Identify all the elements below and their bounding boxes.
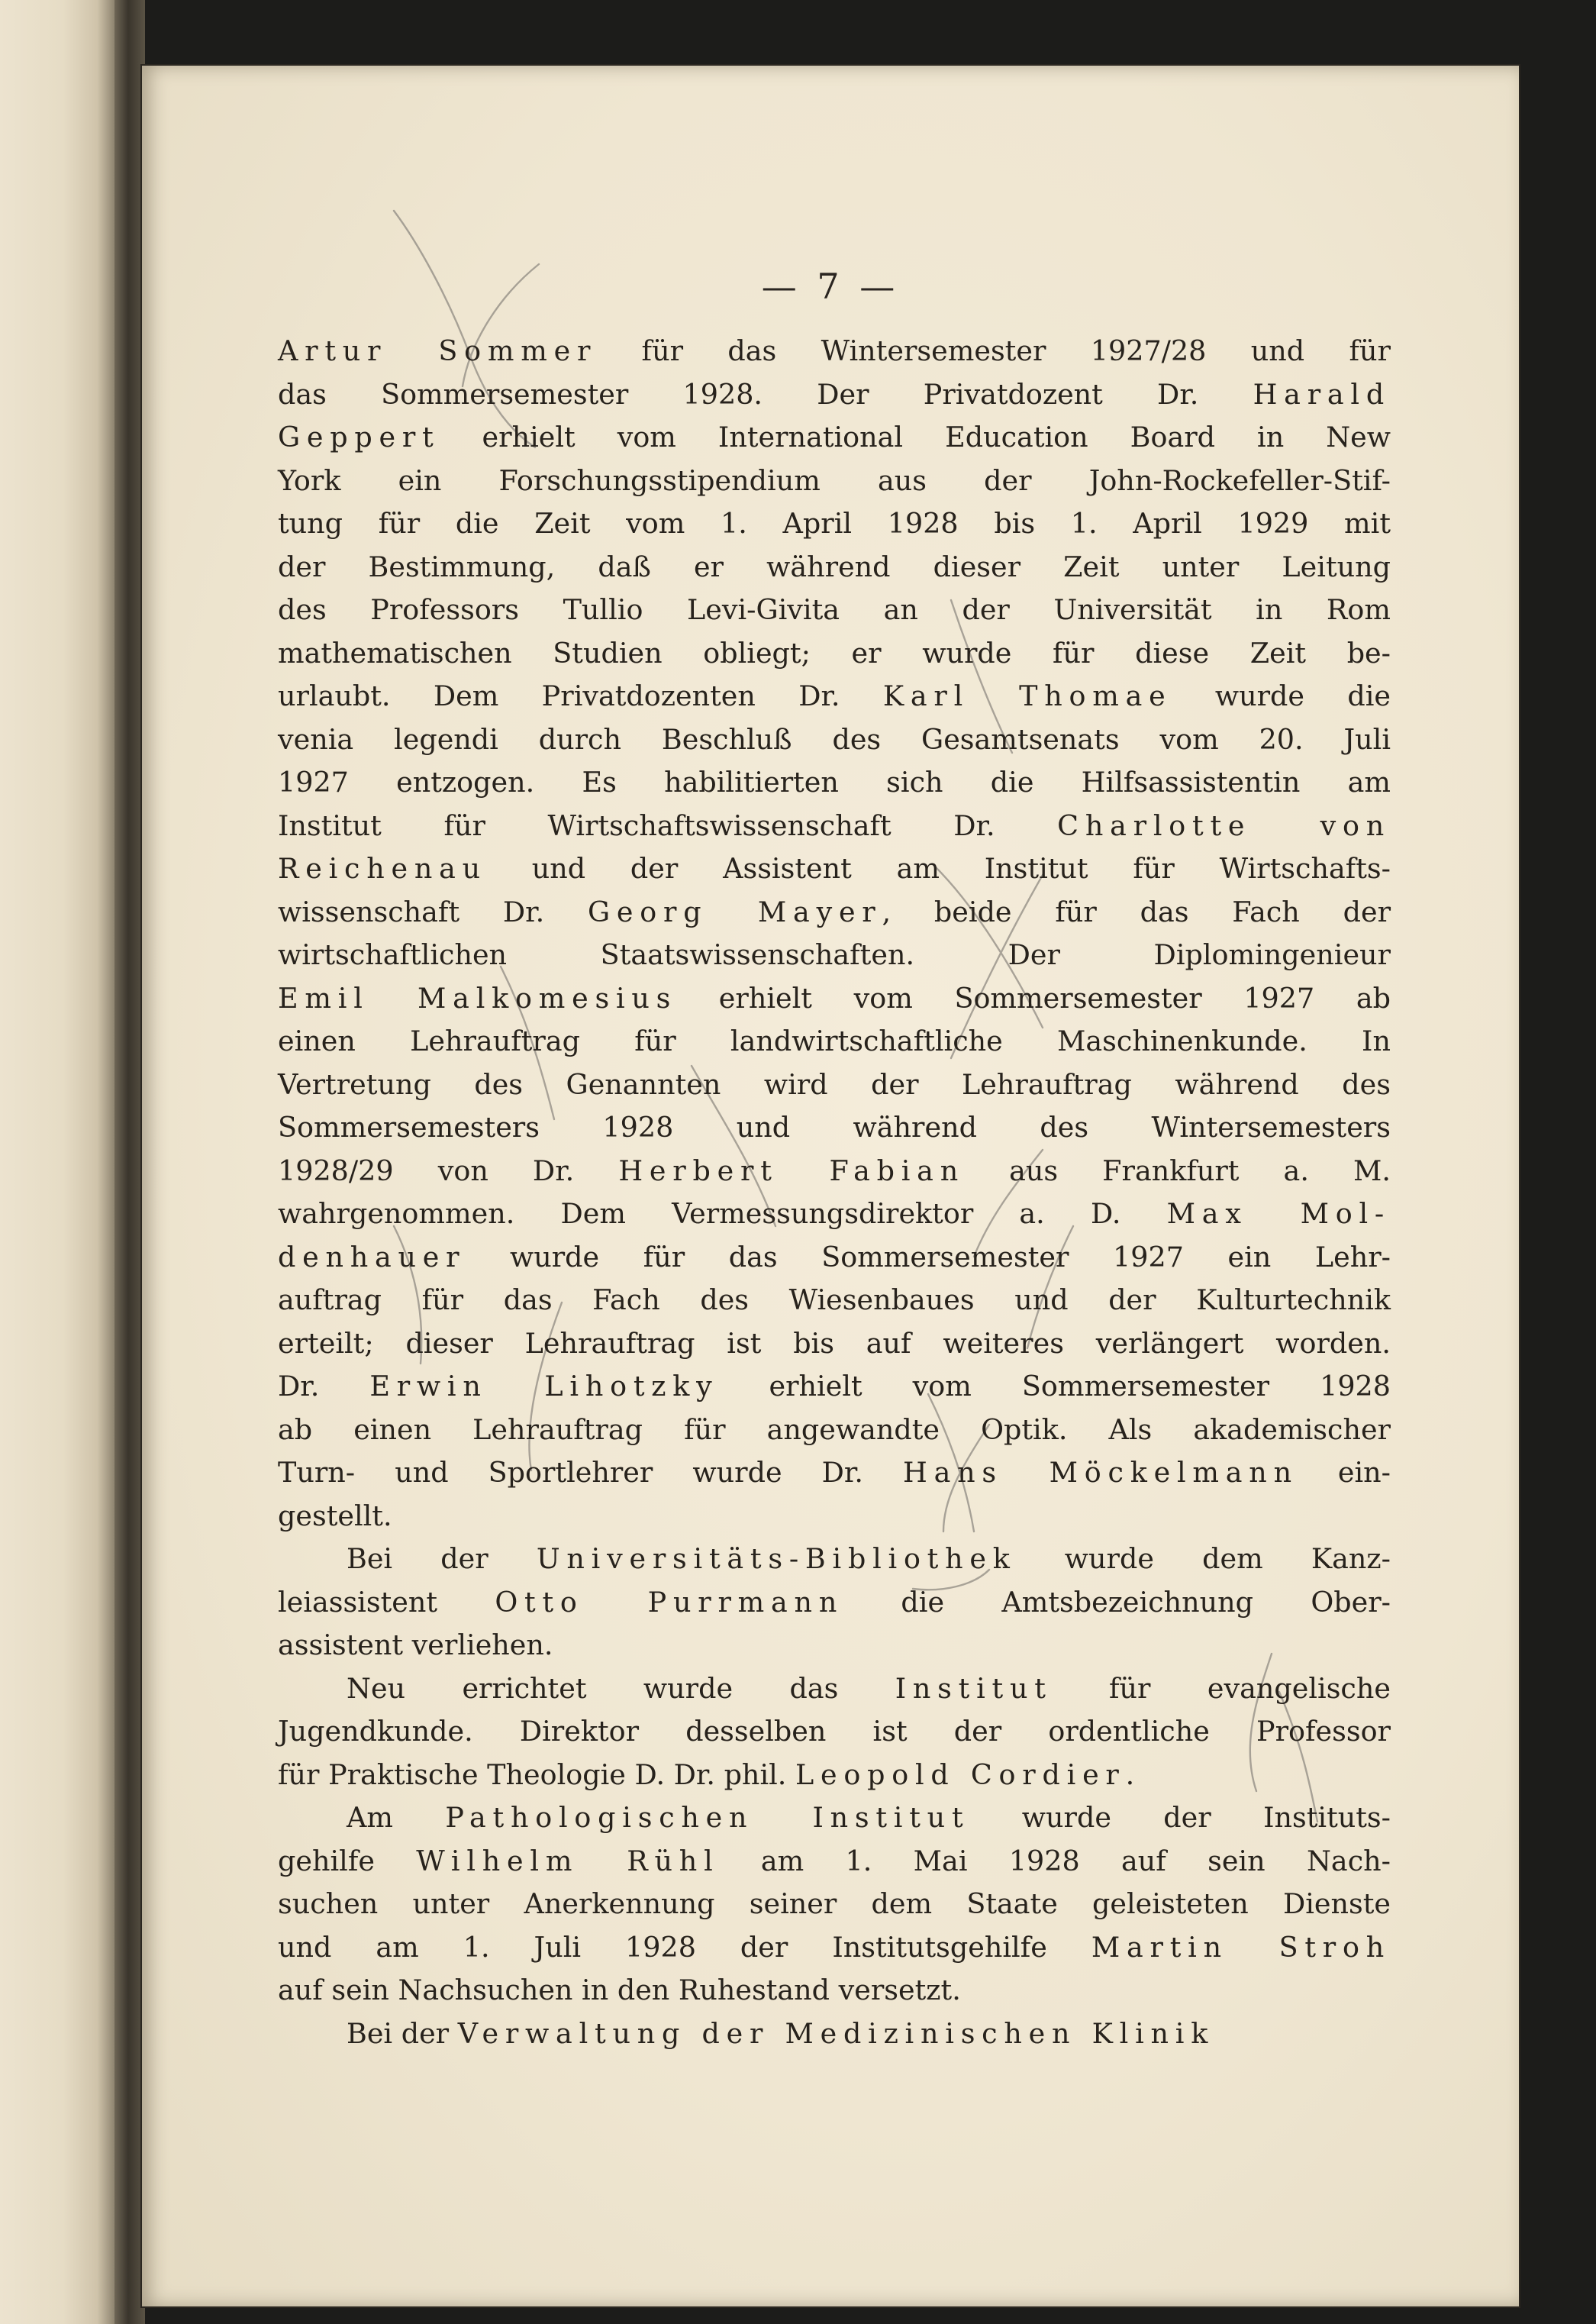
text-segment: wissenschaft Dr. [278, 895, 588, 928]
text-segment: Sommersemesters 1928 und während des Wintersemesters [278, 1111, 1391, 1144]
text-line [278, 891, 1391, 934]
text-line [278, 1193, 1391, 1236]
text-segment: mathematischen Studien obliegt; er wurde für diese Zeit be- [278, 636, 1391, 670]
text-segment: 1928/29 von Dr. [278, 1154, 619, 1187]
text-segment: für das Wintersemester 1927/28 und für [597, 334, 1391, 367]
spaced-name: Verwaltung der Medizinischen Klinik [457, 2016, 1215, 2050]
spaced-name: Charlotte von [1057, 809, 1391, 842]
text-segment: wurde der Instituts- [969, 1801, 1391, 1834]
book-page [142, 66, 1519, 2306]
text-line [278, 1926, 1391, 1970]
spaced-name: Otto Purrmann [495, 1585, 844, 1619]
text-line [278, 2013, 1391, 2056]
text-segment: am 1. Mai 1928 auf sein Nach- [719, 1844, 1391, 1877]
text-segment: und am 1. Juli 1928 der Institutsgehilfe [278, 1930, 1091, 1964]
text-line [278, 1064, 1391, 1107]
text-segment: Bei der [347, 1542, 537, 1575]
spaced-name: Georg Mayer [588, 895, 882, 928]
spaced-name: Pathologischen Institut [445, 1801, 970, 1834]
book-gutter [114, 0, 145, 2324]
spaced-name: Martin Stroh [1091, 1930, 1391, 1964]
text-line [278, 675, 1391, 718]
text-line [278, 934, 1391, 977]
text-segment: die Amtsbezeichnung Ober- [843, 1585, 1391, 1619]
text-segment: Dr. [278, 1370, 370, 1402]
text-line [278, 1365, 1391, 1409]
text-line [278, 1796, 1391, 1840]
text-segment: wurde für das Sommersemester 1927 ein Lehr- [466, 1240, 1391, 1273]
text-segment: aus Frankfurt a. M. [964, 1154, 1391, 1187]
text-segment: erhielt vom Sommersemester 1927 ab [677, 981, 1391, 1015]
text-line [278, 718, 1391, 762]
text-segment: ab einen Lehrauftrag für angewandte Optik. Als akademischer [278, 1412, 1391, 1446]
text-segment: erhielt vom International Education Board in New [440, 421, 1391, 454]
text-segment: York ein Forschungsstipendium aus der John-Rockefeller-Stif- [278, 463, 1391, 497]
body-text [278, 330, 1391, 2055]
text-segment: Turn- und Sportlehrer wurde Dr. [278, 1456, 903, 1489]
text-line [278, 1883, 1391, 1926]
text-segment: das Sommersemester 1928. Der Privatdozent Dr. [278, 377, 1253, 411]
text-segment: ein- [1298, 1456, 1391, 1489]
text-segment: tung für die Zeit vom 1. April 1928 bis 1. April 1929 mit [278, 507, 1391, 540]
text-segment: und der Assistent am Institut für Wirtschafts- [486, 852, 1391, 885]
text-line [278, 1150, 1391, 1193]
text-line [278, 1538, 1391, 1581]
text-line [278, 1581, 1391, 1625]
spaced-name: Leopold Cordier [795, 1758, 1126, 1791]
text-line [278, 460, 1391, 503]
text-line [278, 502, 1391, 546]
text-segment: Bei der [347, 2016, 458, 2050]
text-line [278, 761, 1391, 805]
text-line [278, 1279, 1391, 1322]
text-segment: wahrgenommen. Dem Vermessungsdirektor a. D. [278, 1197, 1167, 1230]
text-segment: für Praktische Theologie D. Dr. phil. [278, 1758, 795, 1791]
text-segment: Jugendkunde. Direktor desselben ist der ordentliche Professor [278, 1715, 1391, 1748]
text-segment: 1927 entzogen. Es habilitierten sich die Hilfsassistentin am [278, 766, 1391, 799]
spaced-name: Erwin Lihotzky [369, 1370, 719, 1402]
text-line [278, 977, 1391, 1021]
text-line [278, 1451, 1391, 1495]
text-segment: wurde dem Kanz- [1016, 1542, 1391, 1575]
text-line [278, 1495, 1391, 1538]
spaced-name: Universitäts-Bibliothek [536, 1542, 1017, 1575]
text-segment: erteilt; dieser Lehrauftrag ist bis auf weiteres verlängert worden. [278, 1326, 1391, 1360]
text-segment: der Bestimmung, daß er während dieser Zeit unter Leitung [278, 550, 1391, 583]
text-line [278, 632, 1391, 676]
text-segment: für evangelische [1052, 1671, 1391, 1705]
text-line [278, 1710, 1391, 1754]
spaced-name: Karl Thomae [882, 679, 1172, 712]
text-segment: auftrag für das Fach des Wiesenbaues und der Kulturtechnik [278, 1283, 1391, 1316]
text-line [278, 1840, 1391, 1883]
spaced-name: Artur Sommer [278, 334, 598, 367]
spaced-name: Harald [1253, 377, 1391, 411]
text-line [278, 1969, 1391, 2013]
spaced-name: Wilhelm Rühl [416, 1844, 720, 1877]
text-line [278, 1624, 1391, 1667]
text-segment: des Professors Tullio Levi-Givita an der Universität in Rom [278, 593, 1391, 626]
text-segment: auf sein Nachsuchen in den Ruhestand versetzt. [278, 1974, 961, 2006]
text-line [278, 546, 1391, 589]
text-line [278, 330, 1391, 373]
spaced-name: Institut [895, 1671, 1053, 1705]
spaced-name: Hans Möckelmann [902, 1456, 1298, 1489]
text-segment: Institut für Wirtschaftswissenschaft Dr. [278, 809, 1058, 842]
text-segment: venia legendi durch Beschluß des Gesamtsenats vom 20. Juli [278, 722, 1391, 756]
text-segment: assistent verliehen. [278, 1628, 553, 1661]
text-line [278, 1667, 1391, 1711]
text-line [278, 373, 1391, 417]
text-line [278, 1322, 1391, 1366]
text-line [278, 1409, 1391, 1452]
text-segment: wurde die [1172, 679, 1391, 712]
text-segment: leiassistent [278, 1585, 495, 1619]
text-segment: Am [347, 1801, 446, 1834]
text-segment: , beide für das Fach der [882, 895, 1391, 928]
text-segment: Vertretung des Genannten wird der Lehrauftrag während des [278, 1067, 1391, 1101]
spaced-name: Max Mol- [1166, 1197, 1391, 1230]
text-segment: gehilfe [278, 1844, 417, 1877]
text-segment: . [1125, 1758, 1135, 1791]
text-line [278, 1106, 1391, 1150]
text-segment: Neu errichtet wurde das [347, 1671, 895, 1705]
text-line [278, 1236, 1391, 1280]
text-segment: erhielt vom Sommersemester 1928 [718, 1370, 1391, 1402]
text-segment: gestellt. [278, 1499, 392, 1532]
facing-page-edge [0, 0, 114, 2324]
text-line [278, 847, 1391, 891]
text-line [278, 589, 1391, 632]
page-number: — 7 — [761, 266, 900, 307]
spaced-name: Geppert [278, 421, 440, 454]
spaced-name: Reichenau [278, 852, 487, 885]
text-segment: wirtschaftlichen Staatswissenschaften. Der Diplomingenieur [278, 938, 1391, 971]
spaced-name: denhauer [278, 1240, 466, 1273]
text-line [278, 416, 1391, 460]
spaced-name: Emil Malkomesius [278, 981, 678, 1015]
text-segment: urlaubt. Dem Privatdozenten Dr. [278, 679, 883, 712]
text-line [278, 1754, 1391, 1797]
spaced-name: Herbert Fabian [618, 1154, 965, 1187]
text-line [278, 1020, 1391, 1064]
text-segment: einen Lehrauftrag für landwirtschaftliche Maschinenkunde. In [278, 1025, 1391, 1057]
text-line [278, 805, 1391, 848]
text-segment: suchen unter Anerkennung seiner dem Staate geleisteten Dienste [278, 1887, 1391, 1920]
